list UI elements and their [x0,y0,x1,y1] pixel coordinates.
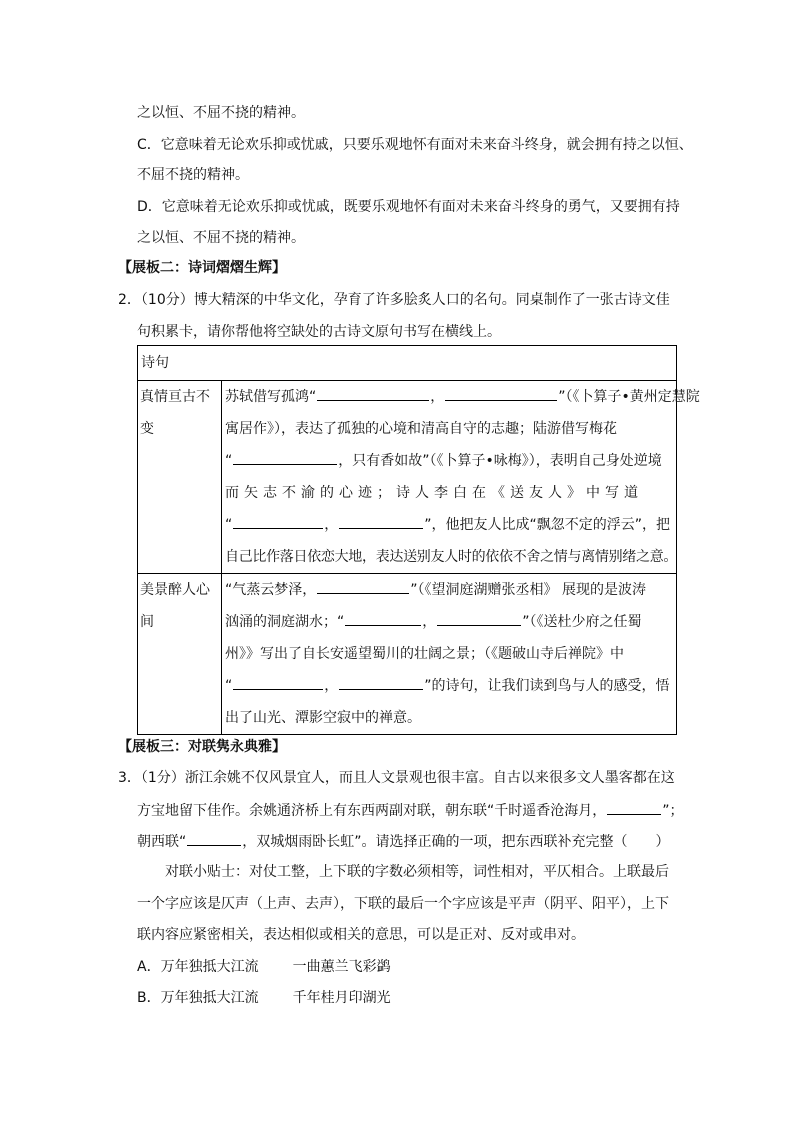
q3-stem-line3-text-b: ，双城烟雨卧长虹”。请选择正确的一项，把东西联补充完整（ ） [242,834,670,850]
answer-blank[interactable] [187,831,241,846]
q3-stem-line2 [137,800,684,821]
q3-tip-line1: 对联小贴士：对仗工整，上下联的字数必须相等，词性相对，平仄相合。上联最后 [165,864,669,880]
option-a-label: A．万年独抵大江流 [137,959,259,975]
q3-stem-line2-text-a: 方宝地留下佳作。余姚通济桥上有东西两副对联，朝东联“千时遥香沧海月， [137,803,607,819]
answer-blank[interactable] [233,514,323,529]
row1-label-line1: 真情亘古不 [140,389,210,405]
q2-stem-line1: 2．（10分）博大精深的中华文化，孕育了许多脍炙人口的名句。同桌制作了一张古诗文佳 [118,292,670,308]
row2-line4-text-b: ”的诗句，让我们读到鸟与人的感受，悟 [424,678,670,694]
row1-line5-text-a: “ [225,517,233,533]
q1-option-b-tail: 之以恒、不屈不挠的精神。 [137,105,305,121]
row2-line1 [222,574,676,606]
table-row [138,381,677,574]
row2-label-line2: 间 [140,614,154,630]
q3-option-a[interactable] [137,957,391,977]
answer-blank[interactable] [445,386,557,401]
q1-option-c-line1: C．它意味着无论欢乐抑或忧戚，只要乐观地怀有面对未来奋斗终身，就会拥有持之以恒、 [137,137,693,153]
row1-line1 [222,381,700,413]
row2-line4-comma: ， [324,678,339,694]
q1-option-d-line1: D．它意味着无论欢乐抑或忧戚，既要乐观地怀有面对未来奋斗终身的勇气，又要拥有持 [137,199,680,215]
q1-option-c-line2: 不屈不挠的精神。 [137,167,249,183]
row2-line2-comma: ， [422,614,437,630]
option-b-pair: 千年桂月印湖光 [292,990,391,1006]
row2-line1-text-a: “气蒸云梦泽， [225,582,317,598]
row1-line3-text-a: “ [225,453,233,469]
row2-line4 [222,670,676,702]
option-b-label: B．万年独抵大江流 [137,990,259,1006]
row2-line2 [222,606,676,638]
row1-line2: 寓居作》），表达了孤独的心境和清高自守的志趣；陆游借写梅花 [225,421,617,437]
answer-blank[interactable] [345,611,421,626]
poem-table [137,345,700,735]
row1-line1-comma: ， [430,389,445,405]
row2-label-line1: 美景醉人心 [140,582,210,598]
q3-stem-line1: 3．（1分）浙江余姚不仅风景宜人，而且人文景观也很丰富。自古以来很多文人墨客都在这 [118,770,675,786]
section2-heading: 【展板二：诗词熠熠生辉】 [118,260,286,276]
q3-option-b[interactable] [137,988,391,1008]
row1-line5-comma: ， [324,517,339,533]
row1-line3-text-b: ，只有香如故”（《卜算子•咏梅》），表明自己身处逆境 [338,453,662,469]
row1-line5-text-b: ”，他把友人比成“飘忽不定的浮云”，把 [424,517,671,533]
table-row [138,574,677,735]
row2-line2-text-b: ”（《送杜少府之任蜀 [522,614,642,630]
q1-option-d-line2: 之以恒、不屈不挠的精神。 [137,230,305,246]
table-header-row [138,346,677,381]
row1-line3 [222,445,676,477]
q3-stem-line3-text-a: 朝西联“ [137,834,187,850]
row1-line1-text-a: 苏轼借写孤鸿“ [225,389,317,405]
answer-blank[interactable] [437,611,521,626]
answer-blank[interactable] [317,386,429,401]
q3-stem-line2-text-b: ”； [662,803,684,819]
answer-blank[interactable] [339,514,423,529]
row2-line5: 出了山光、潭影空寂中的禅意。 [225,710,421,726]
answer-blank[interactable] [607,800,661,815]
row2-line4-text-a: “ [225,678,233,694]
answer-blank[interactable] [339,675,423,690]
q2-stem-line2: 句积累卡，请你帮他将空缺处的古诗文原句书写在横线上。 [137,324,501,340]
option-a-pair: 一曲蕙兰飞彩鹢 [292,959,391,975]
q3-stem-line3 [137,831,670,852]
answer-blank[interactable] [317,579,409,594]
answer-blank[interactable] [233,450,337,465]
row1-label-line2: 变 [140,421,154,437]
answer-blank[interactable] [233,675,323,690]
row1-line6: 自己比作落日依恋大地，表达送别友人时的依依不舍之情与离情别绪之意。 [225,549,678,565]
row2-line2-text-a: 汹涌的洞庭湖水；“ [225,614,345,630]
table-header: 诗句 [141,355,169,371]
q3-tip-line3: 联内容应紧密相关，表达相似或相关的意思，可以是正对、反对或串对。 [137,927,585,943]
row1-line1-text-b: ”（《卜算子•黄州定慧院 [558,389,700,405]
section3-heading: 【展板三：对联隽永典雅】 [118,739,286,755]
q3-tip-line2: 一个字应该是仄声（上声、去声），下联的最后一个字应该是平声（阴平、阳平），上下 [137,896,669,912]
row2-line3: 州》》写出了自长安遥望蜀川的壮阔之景；（《题破山寺后禅院》中 [225,646,624,662]
row1-line5 [222,509,676,541]
row2-line1-text-b: ”（《望洞庭湖赠张丞相》 展现的是波涛 [410,582,646,598]
row1-line4: 而矢志不渝的心迹；诗人李白在《送友人》中写道 [225,485,643,501]
